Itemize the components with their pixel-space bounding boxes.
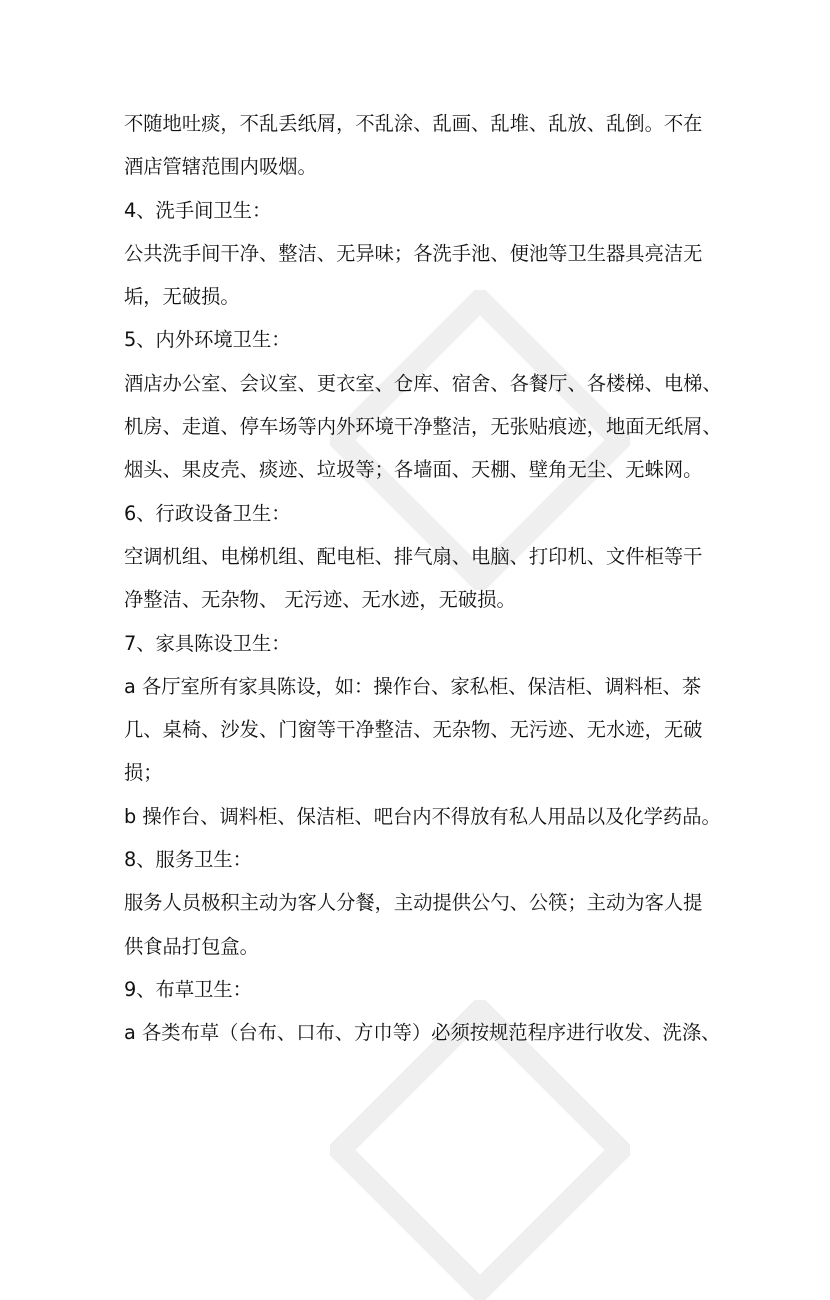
section-heading: 7、家具陈设卫生： <box>124 631 291 655</box>
paragraph-line: 供食品打包盒。 <box>124 934 259 958</box>
paragraph-line: 酒店管辖范围内吸烟。 <box>124 155 317 179</box>
paragraph-line: 垢，无破损。 <box>124 285 240 309</box>
paragraph-line: 公共洗手间干净、整洁、无异味；各洗手池、便池等卫生器具亮洁无 <box>124 241 703 265</box>
section-heading: 8、服务卫生： <box>124 848 252 872</box>
paragraph-line: 酒店办公室、会议室、更衣室、仓库、宿舍、各餐厅、各楼梯、电梯、 <box>124 371 722 395</box>
section-heading: 9、布草卫生： <box>124 977 252 1001</box>
paragraph-line: 服务人员极积主动为客人分餐，主动提供公勺、公筷；主动为客人提 <box>124 891 703 915</box>
paragraph-line: a 各类布草（台布、口布、方巾等）必须按规范程序进行收发、洗涤、 <box>124 1021 721 1045</box>
document-body <box>124 102 724 1055</box>
paragraph-line: 几、桌椅、沙发、门窗等干净整洁、无杂物、无污迹、无水迹，无破 <box>124 718 703 742</box>
paragraph-line: 损； <box>124 761 163 785</box>
paragraph-line: a 各厅室所有家具陈设，如：操作台、家私柜、保洁柜、调料柜、茶 <box>124 674 702 698</box>
paragraph-line: 不随地吐痰，不乱丢纸屑，不乱涂、乱画、乱堆、乱放、乱倒。不在 <box>124 112 703 135</box>
section-heading: 5、内外环境卫生： <box>124 328 291 352</box>
paragraph-line: 烟头、果皮壳、痰迹、垃圾等；各墙面、天棚、壁角无尘、无蛛网。 <box>124 458 703 482</box>
section-heading: 6、行政设备卫生： <box>124 501 291 525</box>
paragraph-line: 空调机组、电梯机组、配电柜、排气扇、电脑、打印机、文件柜等干 <box>124 544 703 568</box>
paragraph-line: 净整洁、无杂物、 无污迹、无水迹，无破损。 <box>124 588 516 612</box>
section-heading: 4、洗手间卫生： <box>124 198 272 222</box>
paragraph-line: 机房、走道、停车场等内外环境干净整洁，无张贴痕迹，地面无纸屑、 <box>124 415 722 439</box>
paragraph-line: b 操作台、调料柜、保洁柜、吧台内不得放有私人用品以及化学药品。 <box>124 804 721 828</box>
